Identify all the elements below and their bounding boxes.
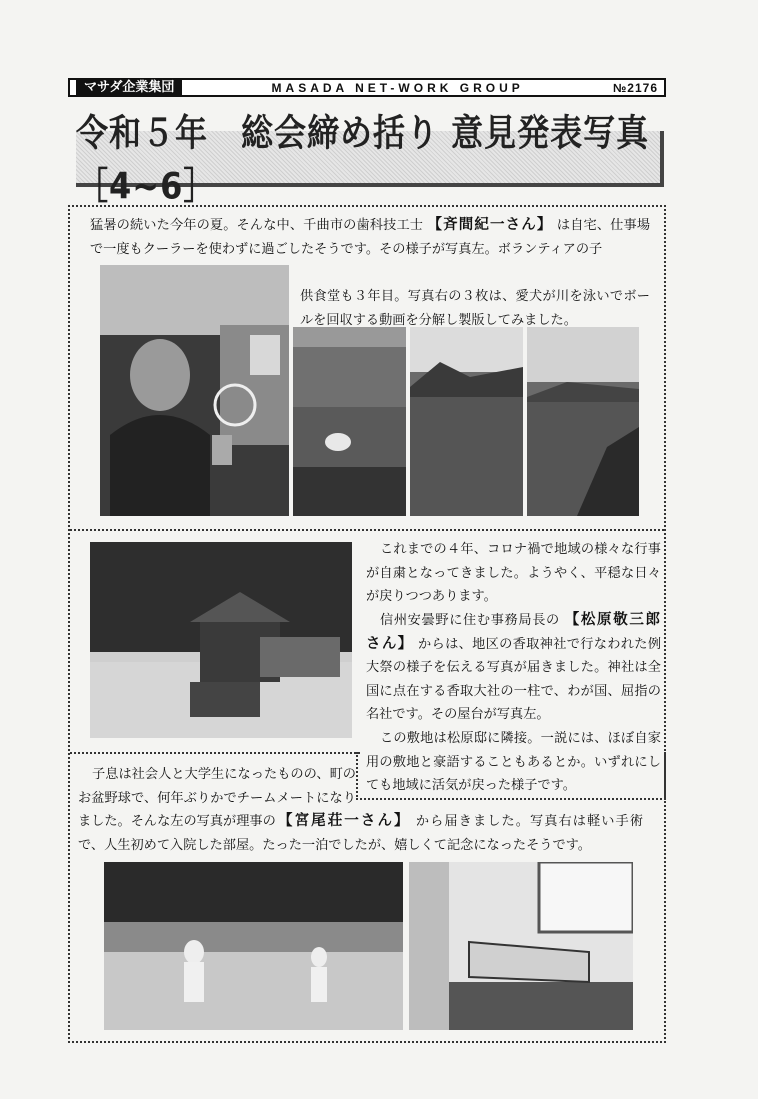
section3-text-a: 子息は社会人と大学生になったものの、町のお盆野球で、何年ぶりかでチームメートになりました。そんな左の写真が理事の	[78, 767, 356, 829]
section1-text-top	[90, 214, 650, 261]
section3-divider	[70, 752, 360, 754]
section2-text-p1	[366, 538, 661, 609]
photo-baseball	[104, 862, 403, 1030]
section3-text-b: から届きました。写真右は軽い手術で、人生初めて入院した部屋。たった一泊でしたが、嬉しくて記念になったそうです。	[78, 814, 644, 853]
newsletter-header	[68, 78, 666, 97]
section2-inner-box	[356, 752, 666, 800]
photo-shrine-float	[90, 542, 352, 738]
section2-text-p2	[366, 609, 661, 727]
page-title: 令和５年 総会締め括り 意見発表写真［4~6］	[76, 111, 650, 208]
section2-person-name: 【松原敬三郎さん】	[366, 612, 662, 652]
section3-person-name: 【宮尾荘一さん】	[278, 813, 411, 829]
section1-person-name: 【斉間紀一さん】	[427, 217, 553, 233]
photo-man-portrait	[100, 265, 289, 516]
section2-text-a: 信州安曇野に住む事務局長の	[380, 613, 560, 628]
section3-text-bottom	[78, 810, 643, 857]
photo-dog-river-3	[527, 327, 639, 516]
section1-text-c: 供食堂も３年目。写真右の３枚は、愛犬が川を泳いでボールを回収する動画を分解し製版してみました。	[300, 289, 650, 328]
photo-hospital-room	[409, 862, 633, 1030]
title-banner	[76, 111, 664, 208]
section-divider	[70, 529, 664, 531]
group-name-en: MASADA NET-WORK GROUP	[271, 80, 524, 95]
section1-text-bottom	[300, 285, 650, 332]
photo-dog-river-1	[293, 327, 406, 516]
issue-number: №2176	[612, 80, 658, 95]
section1-text-b: は自宅、仕事場で一度もクーラーを使わずに過ごしたそうです。その様子が写真左。ボランティアの子	[90, 218, 651, 257]
group-name-jp: マサダ企業集団	[76, 80, 182, 95]
section2-paragraph-1: これまでの４年、コロナ禍で地域の様々な行事が自粛となってきました。ようやく、平穏な日々が戻りつつあります。	[366, 542, 661, 604]
photo-dog-river-2	[410, 327, 523, 516]
section2-text-b: からは、地区の香取神社で行なわれた例大祭の様子を伝える写真が届きました。神社は全国に点在する香取大社の一柱で、わが国、屈指の名社です。その屋台が写真左。	[366, 636, 662, 722]
section1-text-a: 猛暑の続いた今年の夏。そんな中、千曲市の歯科技工士	[90, 218, 424, 233]
section2-paragraph-3: この敷地は松原邸に隣接。一説には、ほぼ自家用の敷地と豪語することもあるとか。いずれにしても地域に活気が戻った様子です。	[366, 731, 661, 793]
